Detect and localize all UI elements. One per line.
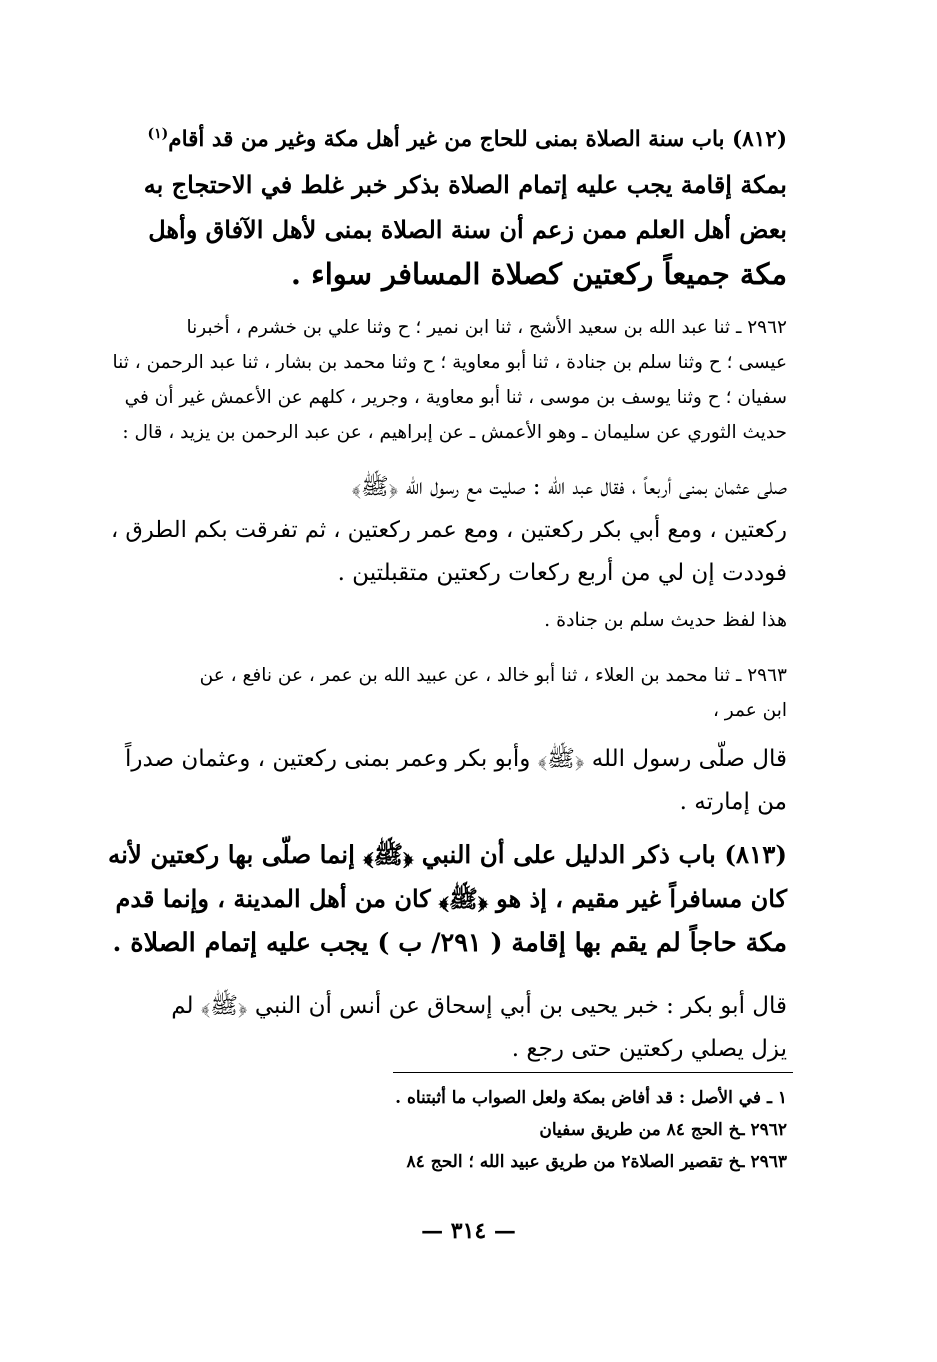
heading-line: (٨١٢) باب سنة الصلاة بمنى للحاج من غير أهل مكة وغير من قد أقام$^{(١)}$ (147, 126, 787, 153)
hadith-2962-matn (107, 466, 787, 595)
heading-line: بعض أهل العلم ممن زعم أن سنة الصلاة بمنى لأهل الآفاق وأهل (148, 215, 787, 245)
footnote-divider (393, 1072, 793, 1073)
heading-line: مكة جميعاً ركعتين كصلاة المسافر سواء . (290, 257, 787, 292)
matn-line: فوددت إن لي من أربع ركعات ركعتين متقبلتين . (337, 560, 787, 586)
hadith-2962-isnad (107, 310, 787, 450)
isnad-line: عيسى ؛ ح وثنا سلم بن جنادة ، ثنا أبو معاوية ؛ ح وثنا محمد بن بشار ، ثنا عبد الرحمن ، ثنا (112, 352, 787, 373)
isnad-line: ٢٩٦٣ ـ ثنا محمد بن العلاء ، ثنا أبو خالد ، عن عبيد الله بن عمر ، عن نافع ، عن (199, 665, 787, 686)
heading-line: بمكة إقامة يجب عليه إتمام الصلاة بذكر خبر غلط في الاحتجاج به (143, 170, 787, 200)
abu-bakr-comment (107, 985, 787, 1071)
isnad-line: ٢٩٦٢ ـ ثنا عبد الله بن سعيد الأشج ، ثنا ابن نمير ؛ ح وثنا علي بن خشرم ، أخبرنا (186, 317, 787, 338)
heading-line: (٨١٣) باب ذكر الدليل على أن النبي ﴿ﷺ﴾ إنما صلّى بها ركعتين لأنه (107, 840, 787, 869)
hadith-2963-matn (107, 738, 787, 824)
isnad-line: ابن عمر ، (712, 700, 787, 721)
isnad-line: حديث الثوري عن سليمان ـ وهو الأعمش ـ عن إبراهيم ، عن عبد الرحمن بن يزيد ، قال : (122, 422, 787, 443)
heading-line: كان مسافراً غير مقيم ، إذ هو ﴿ﷺ﴾ كان من أهل المدينة ، وإنما قدم (115, 884, 787, 913)
footnote-line: ١ ـ في الأصل : قد أفاض بمكة ولعل الصواب ما أثبتناه . (395, 1088, 787, 1108)
footnote-line: ٢٩٦٣ ـخ تقصير الصلاة٢ من طريق عبيد الله ؛ الحج ٨٤ (406, 1152, 787, 1172)
heading-line: مكة حاجاً لم يقم بها إقامة ( ٢٩١/ ب ) يجب عليه إتمام الصلاة . (112, 928, 787, 958)
comment-line: قال أبو بكر : خبر يحيى بن أبي إسحاق عن أنس أن النبي ﴿ﷺ﴾ لم (171, 993, 787, 1019)
comment-line: يزل يصلي ركعتين حتى رجع . (511, 1036, 787, 1062)
matn-line: قال صلّى رسول الله ﴿ﷺ﴾ وأبو بكر وعمر بمنى ركعتين ، وعثمان صدراً (124, 746, 787, 772)
footnote-line: ٢٩٦٢ ـخ الحج ٨٤ من طريق سفيان (539, 1120, 787, 1140)
page-number: — ٣١٤ — (421, 1218, 516, 1244)
matn-line: من إمارته . (679, 789, 787, 815)
footnotes (287, 1082, 787, 1178)
isnad-line: سفيان ؛ ح وثنا يوسف بن موسى ، ثنا أبو معاوية ، وجرير ، كلهم عن الأعمش غير أن في (124, 387, 787, 408)
matn-line: ركعتين ، ومع أبي بكر ركعتين ، ومع عمر ركعتين ، ثم تفرقت بكم الطرق ، (111, 517, 787, 543)
footnote-marker: (١) (147, 126, 169, 142)
hadith-2962-note (187, 604, 787, 636)
note-line: هذا لفظ حديث سلم بن جنادة . (544, 609, 787, 631)
chapter-813-heading (107, 833, 787, 965)
chapter-812-heading (137, 112, 787, 297)
matn-line: صلى عثمان بمنى أربعاً ، فقال عبد الله : صليت مع رسول الله ﴿ﷺ﴾ (351, 474, 787, 500)
hadith-2963-isnad (107, 658, 787, 728)
